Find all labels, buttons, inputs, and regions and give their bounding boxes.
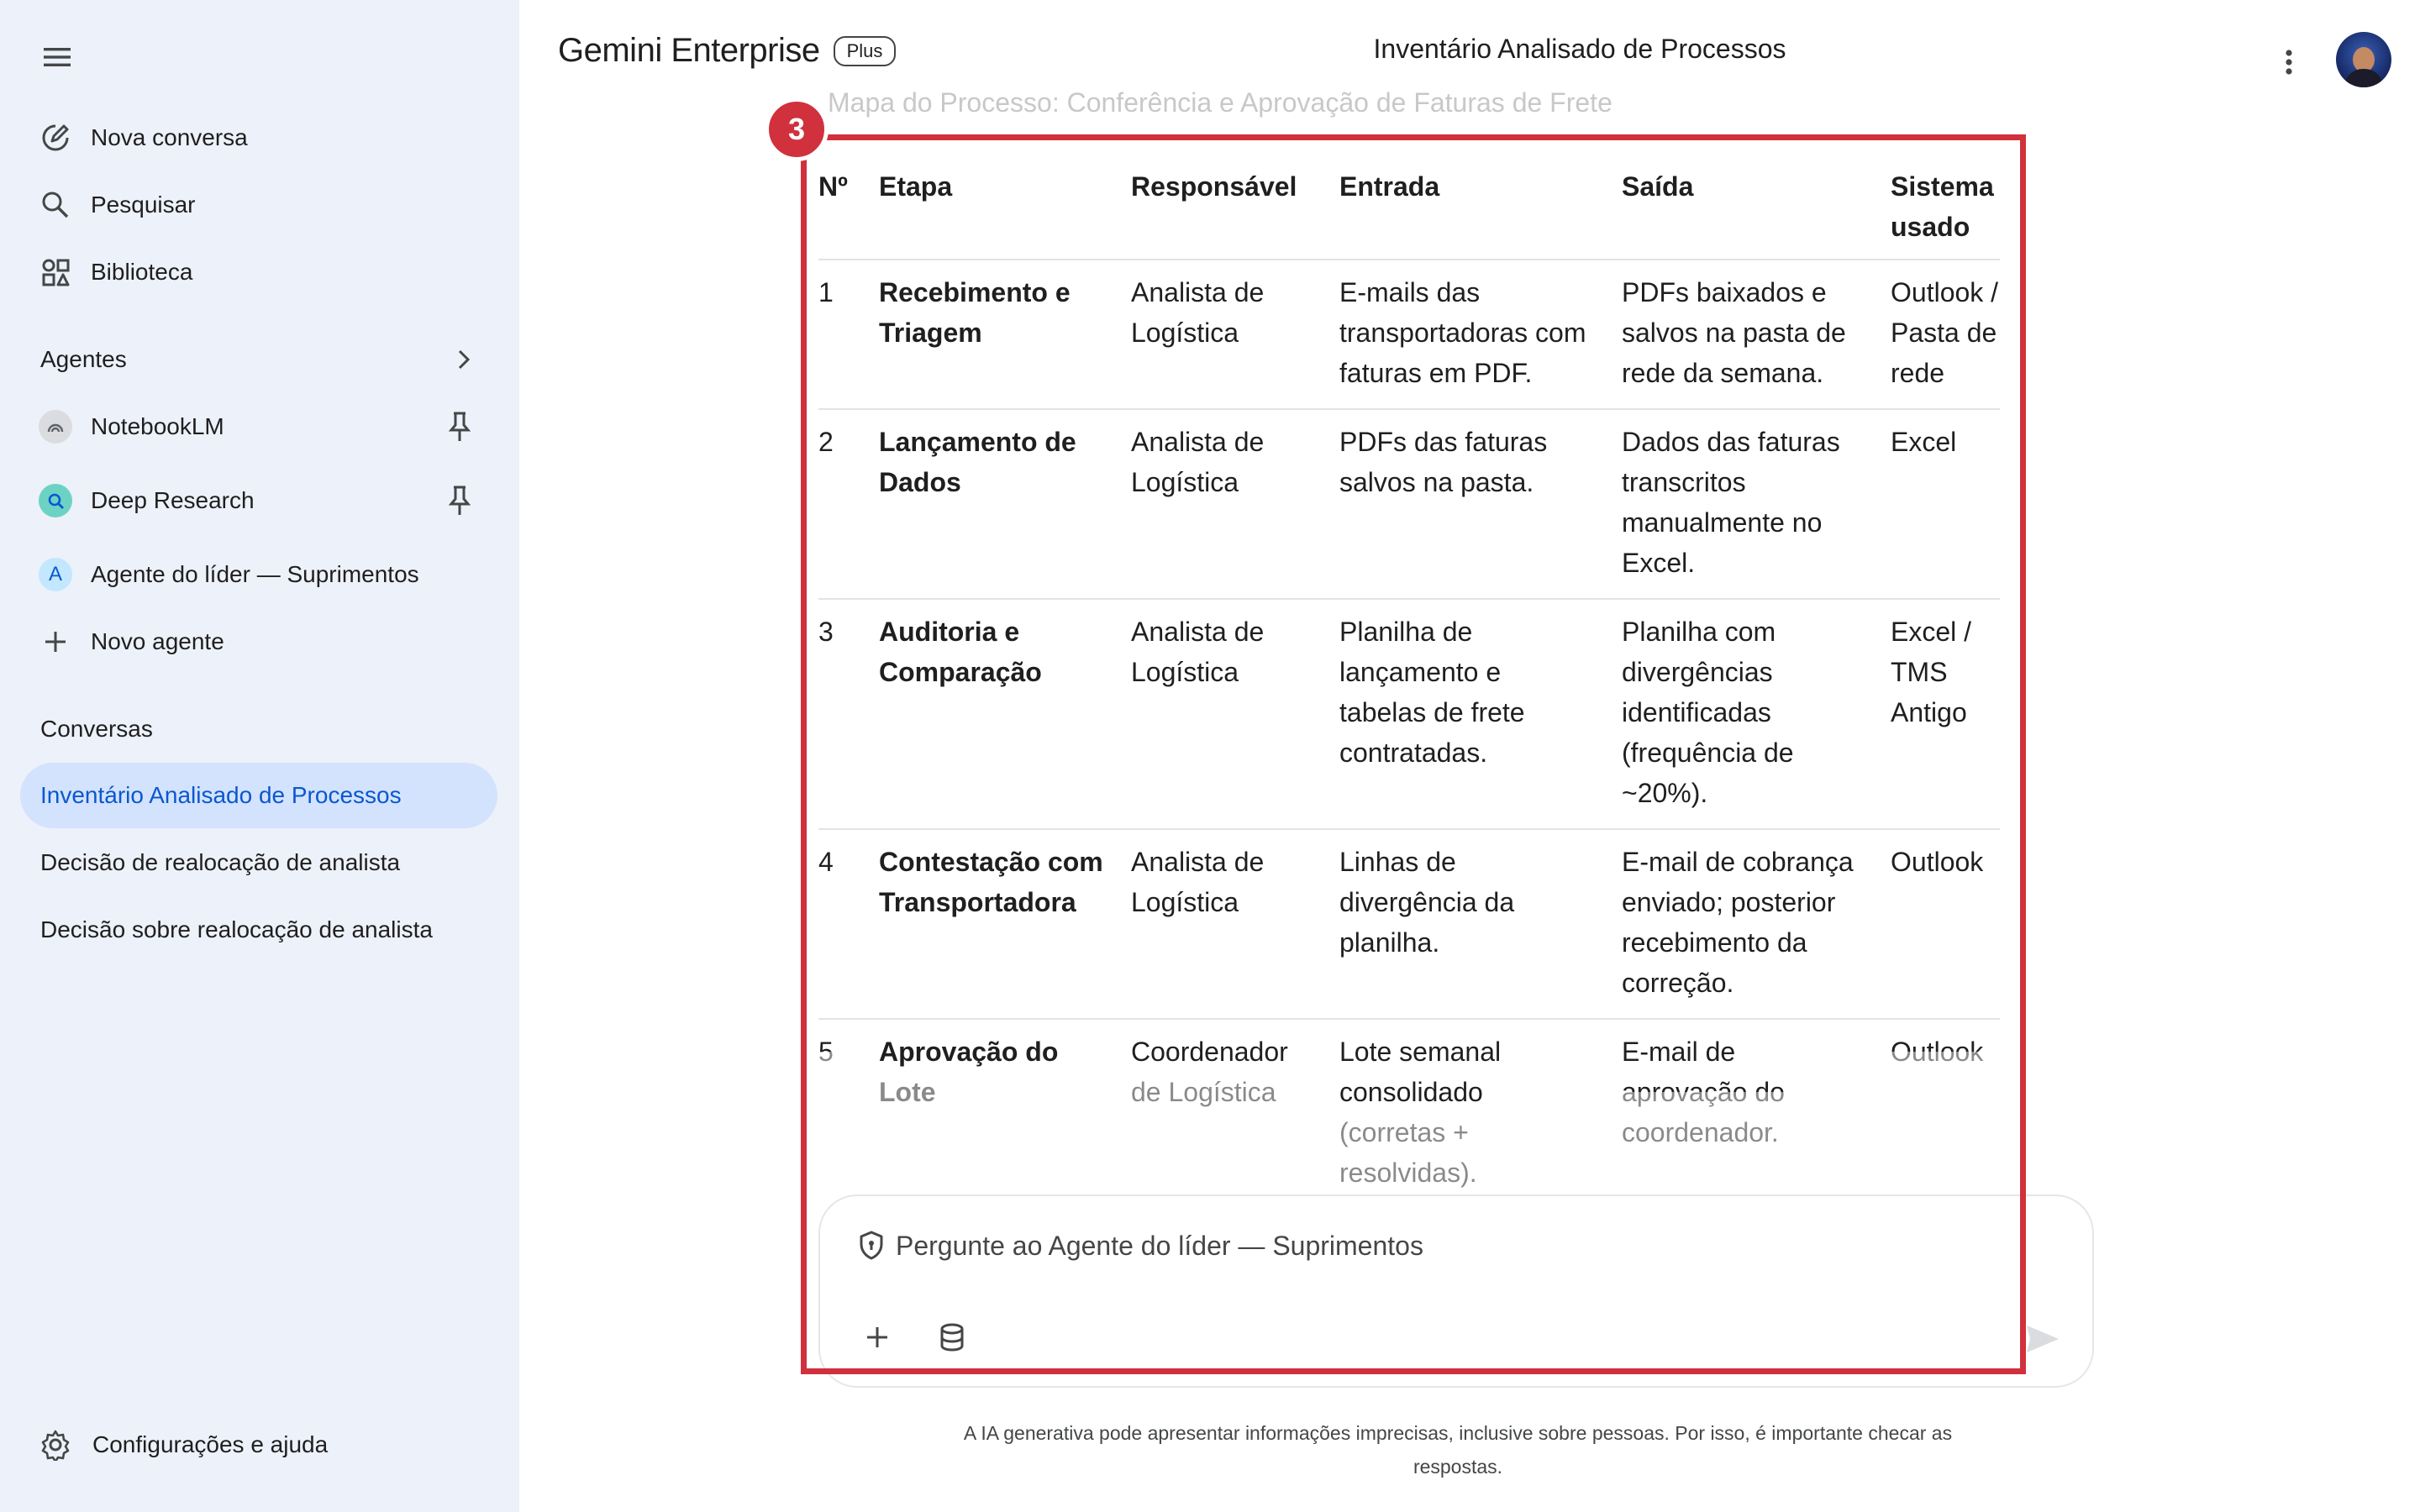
- sidebar: [0, 0, 519, 1512]
- cell-step: Lançamento de Dados: [879, 427, 1076, 497]
- agent-label: Deep Research: [91, 487, 255, 513]
- prompt-placeholder: Pergunte ao Agente do líder — Suprimentos: [896, 1230, 1423, 1261]
- plan-badge: Plus: [834, 36, 897, 66]
- more-options-icon[interactable]: [2272, 45, 2306, 79]
- cell-output: E-mail de cobrança enviado; posterior recebimento da correção.: [1622, 847, 1854, 998]
- new-agent-button[interactable]: [39, 617, 224, 667]
- notebooklm-icon: [39, 410, 72, 444]
- cell-step: Auditoria e Comparação: [879, 617, 1042, 687]
- plus-icon: [39, 625, 72, 659]
- new-chat-label: Nova conversa: [91, 124, 248, 150]
- cell-input: Lote semanal consolidado (corretas + resolvidas).: [1339, 1032, 1558, 1193]
- disclaimer-text: A IA generativa pode apresentar informações imprecisas, inclusive sobre pessoas. Por isso, é importante checar as respostas.: [963, 1422, 1953, 1478]
- cell-system: Outlook / Pasta de rede: [1891, 277, 1999, 388]
- table-header-row: [818, 160, 2000, 260]
- cell-number: 5: [818, 1032, 834, 1072]
- cell-output: Planilha com divergências identificadas (frequência de ~20%).: [1622, 617, 1794, 808]
- table-row: [818, 410, 2000, 600]
- agent-label: NotebookLM: [91, 413, 224, 439]
- user-avatar[interactable]: [2336, 32, 2391, 87]
- conversation-title: Inventário Analisado de Processos: [1373, 34, 1786, 64]
- search-button[interactable]: [39, 180, 196, 230]
- col-header: Nº: [818, 171, 848, 202]
- cell-owner: Analista de Logística: [1131, 277, 1265, 348]
- pin-icon[interactable]: [445, 410, 474, 444]
- cell-output: PDFs baixados e salvos na pasta de rede da semana.: [1622, 277, 1846, 388]
- prompt-input[interactable]: [857, 1230, 1423, 1262]
- deep-research-icon: [39, 484, 72, 517]
- conversation-item-active[interactable]: Inventário Analisado de Processos: [20, 763, 497, 828]
- cell-owner: Analista de Logística: [1131, 617, 1265, 687]
- edit-icon: [39, 121, 72, 155]
- cell-number: 2: [818, 427, 834, 457]
- chevron-right-icon[interactable]: [449, 344, 479, 375]
- table-row: [818, 260, 2000, 410]
- menu-icon[interactable]: [40, 40, 74, 74]
- agent-deep-research[interactable]: [39, 475, 255, 526]
- cell-input: E-mails das transportadoras com faturas em PDF.: [1339, 277, 1586, 388]
- cell-system: Excel / TMS Antigo: [1891, 617, 1972, 727]
- cell-step: Contestação com Transportadora: [879, 847, 1103, 917]
- pin-icon[interactable]: [445, 484, 474, 517]
- cell-number: 3: [818, 617, 834, 647]
- cell-number: 4: [818, 847, 834, 877]
- settings-label: Configurações e ajuda: [92, 1431, 329, 1457]
- step-number-badge: 3: [765, 97, 829, 161]
- library-icon: [39, 255, 72, 289]
- col-header: Sistema usado: [1891, 171, 1994, 242]
- cell-output: Dados das faturas transcritos manualmente no Excel.: [1622, 427, 1840, 578]
- cell-output: E-mail de aprovação do coordenador.: [1622, 1032, 1840, 1152]
- library-button[interactable]: [39, 247, 192, 297]
- search-label: Pesquisar: [91, 192, 196, 218]
- database-icon[interactable]: [938, 1322, 966, 1352]
- col-header: Responsável: [1131, 171, 1297, 202]
- conversation-item[interactable]: Decisão de realocação de analista: [40, 849, 401, 875]
- cell-owner: Analista de Logística: [1131, 847, 1265, 917]
- cell-system: Outlook: [1891, 847, 1984, 877]
- table-row: [818, 600, 2000, 830]
- settings-button[interactable]: [39, 1420, 328, 1470]
- add-icon[interactable]: [862, 1322, 892, 1352]
- cell-step: Recebimento e Triagem: [879, 277, 1071, 348]
- agent-avatar: A: [39, 558, 72, 591]
- col-header: Entrada: [1339, 171, 1440, 202]
- col-header: Etapa: [879, 171, 953, 202]
- agent-supply-leader[interactable]: [39, 549, 419, 600]
- conversation-item[interactable]: Decisão sobre realocação de analista: [40, 916, 433, 942]
- cell-owner: Analista de Logística: [1131, 427, 1265, 497]
- table-row: [818, 1020, 2000, 1205]
- avatar-body: [2344, 69, 2383, 87]
- cell-system: Outlook: [1891, 1032, 2008, 1072]
- table-row: [818, 830, 2000, 1020]
- col-header: Saída: [1622, 171, 1694, 202]
- scrolled-heading: Mapa do Processo: Conferência e Aprovação de Faturas de Frete: [828, 87, 1612, 118]
- cell-owner: Coordenador de Logística: [1131, 1032, 1324, 1112]
- cell-input: PDFs das faturas salvos na pasta.: [1339, 427, 1548, 497]
- cell-system: Excel: [1891, 427, 1957, 457]
- cell-number: 1: [818, 277, 834, 307]
- prompt-box[interactable]: [818, 1194, 2094, 1388]
- cell-step: Aprovação do Lote: [879, 1032, 1106, 1112]
- send-icon[interactable]: [2023, 1322, 2062, 1356]
- brand-name: Gemini Enterprise: [558, 32, 820, 69]
- new-agent-label: Novo agente: [91, 628, 224, 654]
- cell-input: Linhas de divergência da planilha.: [1339, 847, 1515, 958]
- shield-icon: [857, 1230, 886, 1262]
- gear-icon: [39, 1428, 72, 1462]
- search-icon: [39, 188, 72, 222]
- agent-notebooklm[interactable]: [39, 402, 224, 452]
- cell-input: Planilha de lançamento e tabelas de frete contratadas.: [1339, 617, 1525, 768]
- conversations-heading: Conversas: [40, 716, 153, 742]
- new-chat-button[interactable]: [39, 113, 248, 163]
- agent-label: Agente do líder — Suprimentos: [91, 561, 419, 587]
- agents-heading: Agentes: [40, 346, 127, 372]
- brand: [558, 32, 896, 70]
- library-label: Biblioteca: [91, 259, 193, 285]
